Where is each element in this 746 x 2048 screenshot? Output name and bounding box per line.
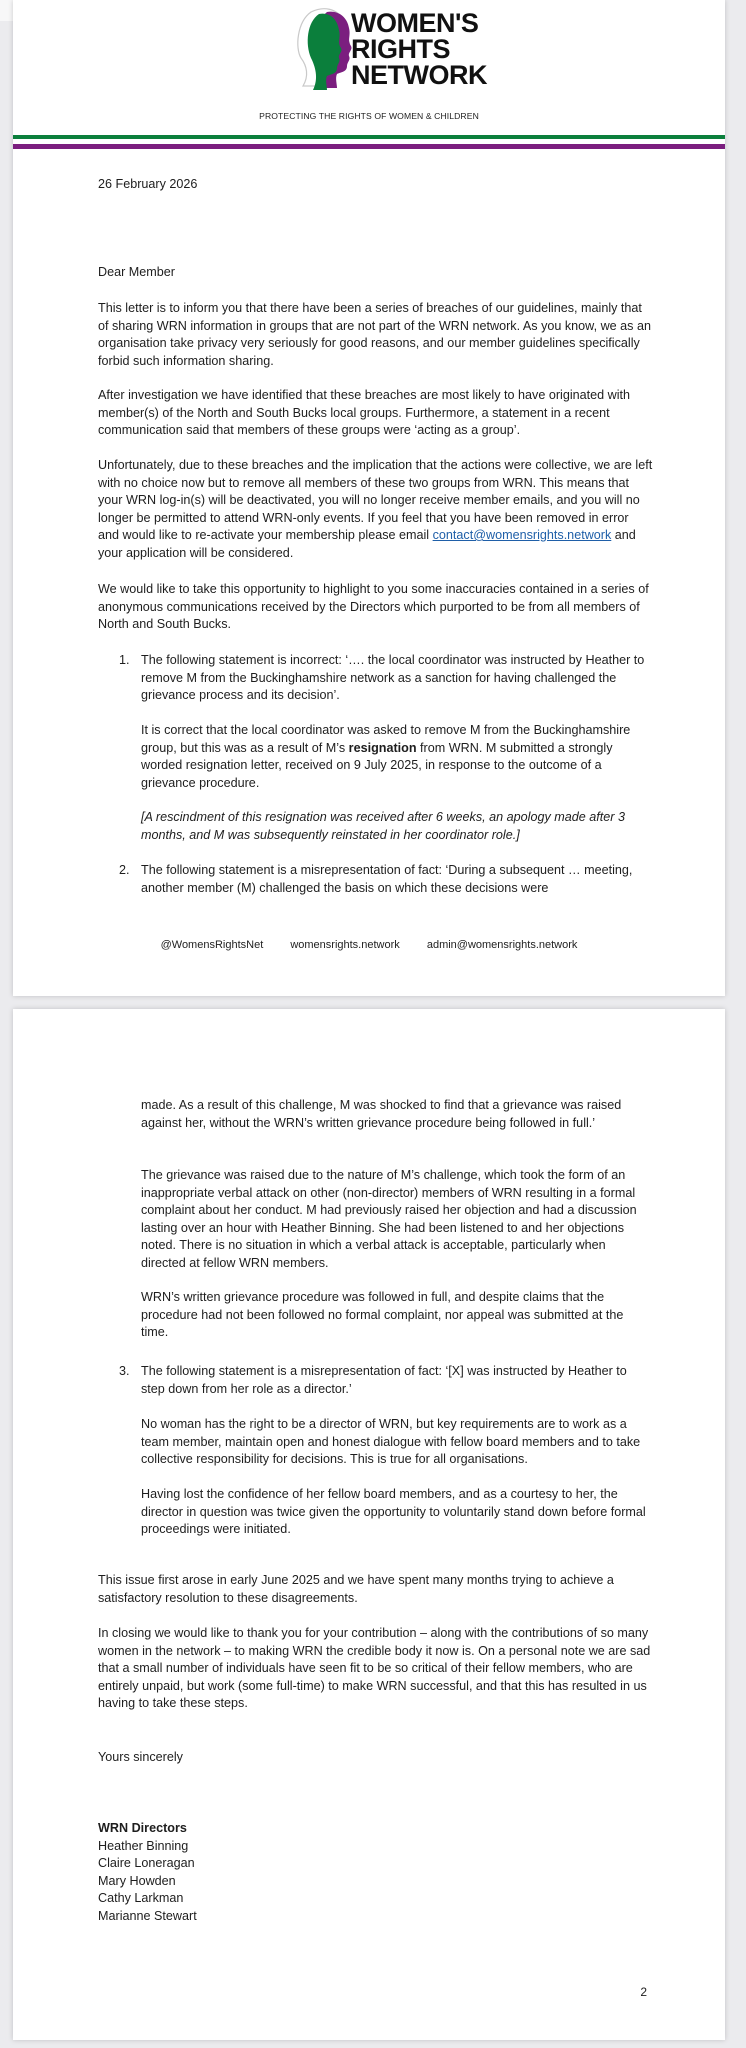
logo-wordmark (351, 10, 487, 88)
closing-line: Yours sincerely (98, 1750, 183, 1764)
footer-website[interactable]: womensrights.network (290, 939, 400, 951)
item3-statement: The following statement is a misrepresentation of fact: ‘[X] was instructed by Heather to step down from her role as a director.’ (141, 1364, 627, 1396)
item1-response (141, 722, 653, 792)
director-name: Heather Binning (98, 1838, 189, 1853)
item2-statement-cont: made. As a result of this challenge, M was shocked to find that a grievance was raised against her, without the WRN’s written grievance procedure being followed in full.’ (141, 1098, 622, 1130)
footer-twitter[interactable]: @WomensRightsNet (160, 939, 264, 951)
item1-statement: The following statement is incorrect: ‘…. the local coordinator was instructed by Heather to remove M from the Buckinghamshire network as a sanction for having challenged the grievance process and its decision’. (141, 653, 645, 702)
footer-email[interactable]: admin@womensrights.network (426, 939, 578, 951)
item2-statement: The following statement is a misrepresentation of fact: ‘During a subsequent … meeting, another member (M) challenged the basis on which these decisions were (141, 863, 633, 895)
letter-page-2 (13, 1009, 725, 2040)
signoff-title: WRN Directors (98, 1821, 187, 1835)
wrn-logo (293, 6, 513, 98)
paragraph-timeline: This issue first arose in early June 2025 and we have spent many months trying to achieve a satisfactory resolution to these disagreements. (98, 1573, 614, 1605)
list-number: 3. (119, 1364, 130, 1378)
paragraph-removal (98, 457, 653, 562)
letter-page-1 (13, 0, 725, 996)
item2-response: The grievance was raised due to the nature of M’s challenge, which took the form of an inappropriate verbal attack on other (non-director) members of WRN resulting in a formal complaint about her conduct. M had previously raised her objection and had a discussion lasting over an hour with Heather Binning. She had been listened to and her objections noted. There is no situation in which a verbal attack is acceptable, particularly when directed at fellow WRN members. (141, 1168, 637, 1270)
logo-line-1: WOMEN'S (351, 8, 479, 38)
paragraph-investigation: After investigation we have identified that these breaches are most likely to have originated with member(s) of the North and South Bucks local groups. Furthermore, a statement in a recent communication said that members of these groups were ‘acting as a group’. (98, 388, 631, 437)
resignation-bold: resignation (348, 740, 417, 755)
salutation: Dear Member (98, 265, 175, 279)
page-number: 2 (640, 1985, 647, 1999)
director-name: Claire Loneragan (98, 1856, 195, 1870)
director-name: Marianne Stewart (98, 1908, 197, 1923)
paragraph-inaccuracies: We would like to take this opportunity to highlight to you some inaccuracies contained in a series of anonymous communications received by the Directors which purported to be from all members of North and South Bucks. (98, 582, 649, 631)
list-number: 1. (119, 653, 130, 667)
paragraph-breaches: This letter is to inform you that there have been a series of breaches of our guidelines, mainly that of sharing WRN information in groups that are not part of the WRN network. As you know, we as an organisation take privacy very seriously for good reasons, and our member guidelines specifically forbid such information sharing. (98, 301, 651, 368)
removal-text-end: and your application will be considered. (98, 528, 636, 560)
director-name: Mary Howden (98, 1873, 176, 1888)
item3-requirements: No woman has the right to be a director of WRN, but key requirements are to work as a team member, maintain open and honest dialogue with fellow board members and to take collective responsibility for decisions. This is true for all organisations. (141, 1417, 641, 1466)
tagline: PROTECTING THE RIGHTS OF WOMEN & CHILDREN (259, 111, 479, 121)
item1-response-text-end: from WRN. M submitted a strongly worded resignation letter, received on 9 July 2025, in response to the outcome of a grievance procedure. (141, 740, 613, 790)
signature-block (98, 1820, 653, 1925)
item2-procedure: WRN’s written grievance procedure was followed in full, and despite claims that the procedure had not been followed no formal complaint, nor appeal was submitted at the time. (141, 1290, 624, 1339)
list-number: 2. (119, 863, 130, 877)
logo-line-2: RIGHTS (351, 34, 451, 64)
item1-response-text: It is correct that the local coordinator was asked to remove M from the Buckinghamshire group, but this was as a result of M’s (141, 723, 631, 755)
item3-response: Having lost the confidence of her fellow board members, and as a courtesy to her, the director in question was twice given the opportunity to voluntarily stand down before formal proceedings were initiated. (141, 1487, 646, 1536)
director-name: Cathy Larkman (98, 1891, 184, 1905)
header-stripe-purple (13, 144, 725, 149)
removal-text: Unfortunately, due to these breaches and the implication that the actions were collective, we are left with no choice now but to remove all members of these two groups from WRN. This means that your WRN log-in(s) will be deactivated, you will no longer receive member emails, and you will no longer be permitted to attend WRN-only events. If you feel that you have been removed in error and would like to re-activate your membership please email (98, 458, 653, 542)
item1-note: [A rescindment of this resignation was received after 6 weeks, an apology made after 3 months, and M was subsequently reinstated in her coordinator role.] (141, 810, 625, 842)
paragraph-closing: In closing we would like to thank you for your contribution – along with the contributions of so many women in the network – to making WRN the credible body it now is. On a personal note we are sad that a small number of individuals have seen fit to be so critical of their fellow members, who are entirely unpaid, but work (some full-time) to make WRN successful, and that this has resulted in us having to take these steps. (98, 1626, 651, 1710)
letter-date: 26 February 2026 (98, 177, 198, 191)
letter-footer (13, 939, 725, 951)
contact-email-link[interactable]: contact@womensrights.network (432, 528, 612, 542)
logo-line-3: NETWORK (351, 60, 487, 90)
